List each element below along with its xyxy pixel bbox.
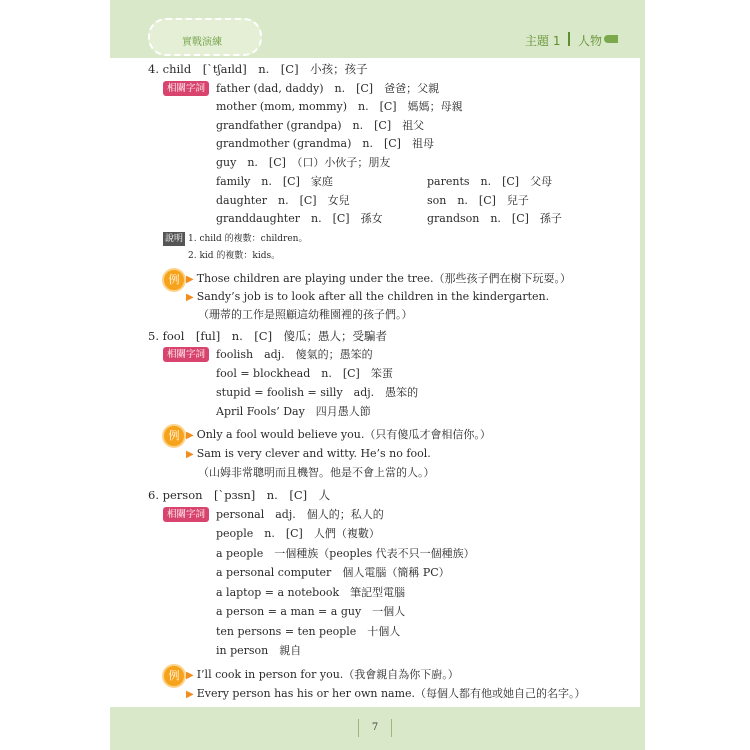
- related-word: in person 親自: [216, 644, 302, 657]
- triangle-bullet-icon: ▶: [186, 430, 194, 441]
- example-sentence: ▶ Those children are playing under the tree.（那些孩子們在樹下玩耍。）: [186, 272, 572, 285]
- page-number: 7: [371, 722, 379, 733]
- related-word: granddaughter n. [C] 孫女: [216, 212, 383, 225]
- triangle-bullet-icon: ▶: [186, 670, 194, 681]
- note-line: 2. kid 的複數：kids。: [188, 251, 281, 261]
- related-word: family n. [C] 家庭: [216, 175, 333, 188]
- related-word: foolish adj. 傻氣的；愚笨的: [216, 348, 373, 361]
- related-word: father (dad, daddy) n. [C] 爸爸；父親: [216, 82, 440, 95]
- example-translation: （珊蒂的工作是照顧這幼稚園裡的孩子們。）: [198, 308, 413, 321]
- related-word: April Fools’ Day 四月愚人節: [216, 405, 371, 418]
- related-word: parents n. [C] 父母: [427, 175, 553, 188]
- example-sentence: ▶ Sandy’s job is to look after all the children in the kindergarten.: [186, 290, 550, 303]
- related-word: a laptop = a notebook 筆記型電腦: [216, 586, 406, 599]
- entry-headword: 6. person [ˋpɜsn] n. [C] 人: [148, 488, 331, 502]
- related-word: stupid = foolish = silly adj. 愚笨的: [216, 386, 419, 399]
- entry-headword: 5. fool [ful] n. [C] 傻瓜；愚人；受騙者: [148, 329, 388, 343]
- related-word: fool = blockhead n. [C] 笨蛋: [216, 367, 393, 380]
- theme-arrow-icon: [604, 35, 618, 43]
- related-word: people n. [C] 人們（複數）: [216, 527, 380, 540]
- theme-topic: 人物: [578, 34, 603, 48]
- example-sentence: ▶ I’ll cook in person for you.（我會親自為你下廚。）: [186, 668, 459, 681]
- entry-headword: 4. child [ˋtʃaɪld] n. [C] 小孩；孩子: [148, 62, 368, 76]
- related-words-tag: 相關字詞: [163, 507, 209, 522]
- related-word: grandfather (grandpa) n. [C] 祖父: [216, 119, 425, 132]
- related-word: guy n. [C] （口）小伙子；朋友: [216, 156, 391, 169]
- related-word: a people 一個種族（peoples 代表不只一個種族）: [216, 547, 475, 560]
- related-word: son n. [C] 兒子: [427, 194, 529, 207]
- related-words-tag: 相關字詞: [163, 347, 209, 362]
- related-words-tag: 相關字詞: [163, 81, 209, 96]
- theme-divider: [568, 32, 570, 46]
- related-word: ten persons = ten people 十個人: [216, 625, 401, 638]
- related-word: grandson n. [C] 孫子: [427, 212, 562, 225]
- example-icon: 例: [162, 424, 186, 448]
- example-sentence: ▶ Sam is very clever and witty. He’s no fool.: [186, 447, 431, 460]
- triangle-bullet-icon: ▶: [186, 274, 194, 285]
- note-tag: 說明: [165, 234, 184, 244]
- theme-label: 主題 1: [525, 34, 561, 48]
- right-margin-band: [640, 0, 645, 750]
- related-word: grandmother (grandma) n. [C] 祖母: [216, 137, 434, 150]
- example-translation: （山姆非常聰明而且機智。他是不會上當的人。）: [198, 466, 435, 479]
- triangle-bullet-icon: ▶: [186, 292, 194, 303]
- related-word: daughter n. [C] 女兒: [216, 194, 350, 207]
- page-number-divider: [391, 719, 392, 737]
- related-word: a personal computer 個人電腦（簡稱 PC）: [216, 566, 450, 579]
- note-line: 1. child 的複數：children。: [188, 234, 308, 244]
- example-icon: 例: [162, 664, 186, 688]
- page-number-divider: [358, 719, 359, 737]
- example-sentence: ▶ Every person has his or her own name.（每個人都有他或她自己的名字。）: [186, 687, 586, 700]
- section-tab-label: 實戰演練: [182, 37, 222, 48]
- triangle-bullet-icon: ▶: [186, 449, 194, 460]
- related-word: personal adj. 個人的；私人的: [216, 508, 384, 521]
- triangle-bullet-icon: ▶: [186, 689, 194, 700]
- example-sentence: ▶ Only a fool would believe you.（只有傻瓜才會相信你。）: [186, 428, 491, 441]
- related-word: mother (mom, mommy) n. [C] 媽媽；母親: [216, 100, 463, 113]
- example-icon: 例: [162, 268, 186, 292]
- related-word: a person = a man = a guy 一個人: [216, 605, 406, 618]
